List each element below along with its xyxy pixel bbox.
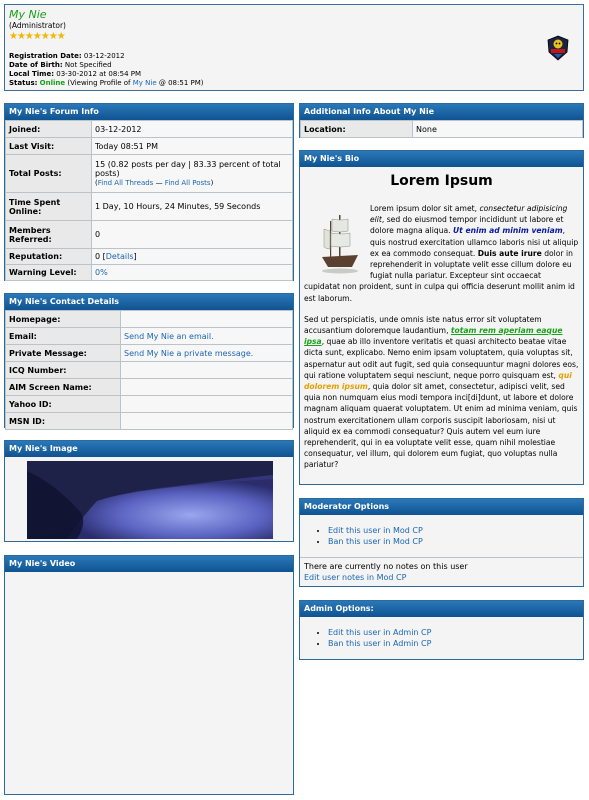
additional-info-panel: Additional Info About My Nie Location: None bbox=[299, 103, 584, 138]
reputation-details-link[interactable]: Details bbox=[105, 252, 134, 261]
bio-title: My Nie's Bio bbox=[300, 151, 583, 167]
video-title: My Nie's Video bbox=[5, 556, 293, 572]
edit-user-notes-link[interactable]: Edit user notes in Mod CP bbox=[304, 573, 407, 582]
status-profile-link[interactable]: My Nie bbox=[132, 79, 157, 87]
edit-user-modcp-link[interactable]: Edit this user in Mod CP bbox=[328, 526, 423, 535]
image-panel bbox=[4, 440, 294, 542]
bio-heading: Lorem Ipsum bbox=[390, 173, 493, 189]
contact-panel: My Nie's Contact Details Homepage: Email: Send My Nie an email. Private Message: Send My Nie a private message. ICQ Number: AIM Screen Name: Yahoo ID: MSN ID: bbox=[4, 293, 294, 428]
forum-info-title: My Nie's Forum Info bbox=[5, 104, 293, 120]
send-pm-link[interactable]: Send My Nie a private message. bbox=[124, 348, 254, 358]
bio-panel bbox=[299, 150, 584, 485]
ban-user-admincp-link[interactable]: Ban this user in Admin CP bbox=[328, 639, 432, 648]
moderator-notes: There are currently no notes on this user Edit user notes in Mod CP bbox=[300, 557, 583, 586]
additional-info-title: Additional Info About My Nie bbox=[300, 104, 583, 120]
ship-image bbox=[318, 211, 362, 275]
contact-title: My Nie's Contact Details bbox=[5, 294, 293, 310]
forum-info-panel: My Nie's Forum Info Joined: 03-12-2012 Last Visit: Today 08:51 PM Total Posts: 15 (0.82 posts per day | 83.33 percent of total posts) (Find All Threads — Find All Posts) Time Spent Online: 1 Day, 10 Hours, 24 Minutes, 59 Seconds Members Referred: 0 Reputation: 0 [Details] Warning Level: 0% bbox=[4, 103, 294, 281]
username: My Nie bbox=[9, 8, 47, 21]
find-all-threads-link[interactable]: Find All Threads bbox=[97, 179, 154, 187]
ban-user-modcp-link[interactable]: Ban this user in Mod CP bbox=[328, 537, 423, 546]
video-panel bbox=[4, 555, 294, 795]
profile-header bbox=[4, 4, 584, 91]
admin-panel bbox=[299, 600, 584, 660]
dob-row: Date of Birth: Not Specified bbox=[9, 61, 112, 69]
profile-image bbox=[27, 461, 273, 539]
edit-user-admincp-link[interactable]: Edit this user in Admin CP bbox=[328, 628, 432, 637]
status-row: Status: Online (Viewing Profile of My Nie @ 08:51 PM) bbox=[9, 79, 204, 87]
find-all-posts-link[interactable]: Find All Posts bbox=[164, 179, 211, 187]
user-badge-icon bbox=[546, 35, 570, 61]
send-email-link[interactable]: Send My Nie an email. bbox=[124, 331, 214, 341]
registration-row: Registration Date: 03-12-2012 bbox=[9, 52, 125, 60]
localtime-row: Local Time: 03-30-2012 at 08:54 PM bbox=[9, 70, 142, 78]
rank-stars: ★★★★★★★ bbox=[9, 31, 65, 42]
status-online: Online bbox=[39, 79, 66, 87]
moderator-title: Moderator Options bbox=[300, 499, 583, 515]
admin-title: Admin Options: bbox=[300, 601, 583, 617]
user-role: (Administrator) bbox=[9, 21, 66, 30]
image-title: My Nie's Image bbox=[5, 441, 293, 457]
moderator-panel bbox=[299, 498, 584, 587]
warning-level-link[interactable]: 0% bbox=[95, 268, 108, 277]
bio-content: Lorem ipsum dolor sit amet, consectetur adipisicing elit, sed do eiusmod tempor incididunt ut labore et dolore magna aliqua. Ut enim ad minim veniam, quis nostrud exercitation ullamco laboris nisi ut aliquip ex ea commodo consequat. Duis aute irure dolor in reprehenderit in voluptate velit esse cillum dolore eu fugiat nulla pariatur. Excepteur sint occaecat cupidatat non proident, sunt in culpa qui officia deserunt mollit anim id est laborum. Sed ut perspiciatis, unde omnis iste natus error sit voluptatem accusantium doloremque laudantium, totam rem aperiam eaque ipsa, quae ab illo inventore veritatis et quasi architecto beatae vitae dicta sunt, explicabo. Nemo enim ipsam voluptatem, quia voluptas sit, aspernatur aut odit aut fugit, sed quia consequuntur magni dolores eos, qui ratione voluptatem sequi nesciunt, neque porro quisquam est, qui dolorem ipsum, quia dolor sit amet, consectetur, adipisci velit, sed quia non numquam eius modi tempora inci[di]dunt, ut labore et dolore magnam aliquam quaerat voluptatem. Ut enim ad minima veniam, quis nostrum exercitationem ullam corporis suscipit laboriosam, nisi ut aliquid ex ea commodi consequatur? Quis autem vel eum iure reprehenderit, qui in ea voluptate velit esse, quam nihil molestiae consequatur, vel illum, qui dolorem eum fugiat, quo voluptas nulla pariatur? bbox=[304, 204, 579, 470]
